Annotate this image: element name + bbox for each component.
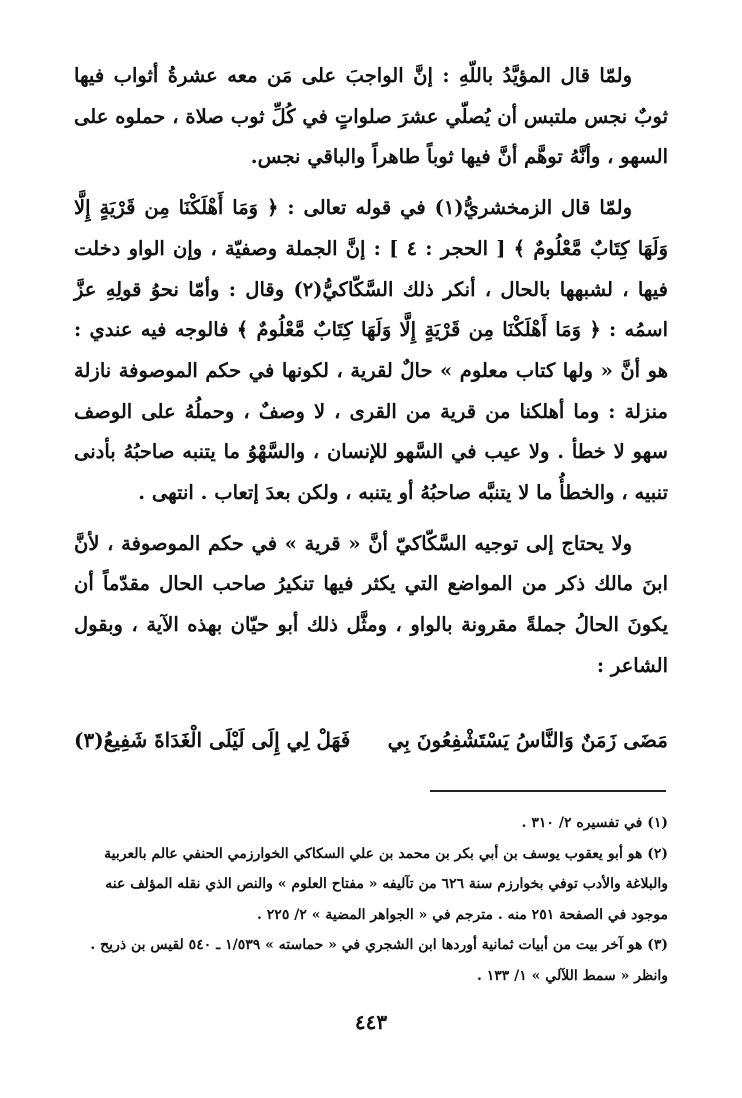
footnote-separator — [430, 790, 666, 792]
footnotes — [74, 808, 668, 991]
paragraph-2: ولمّا قال الزمخشريُّ(١) في قوله تعالى : ﴿ وَمَا أَهْلَكْنَا مِن قَرْيَةٍ إِلَّا وَلَهَا كِتَابٌ مَّعْلُومٌ ﴾ [ الحجر : ٤ ] : إنَّ الجملة وصفيّة ، وإن الواو دخلت فيها ، لشبهها بالحال ، أنكر ذلك السَّكّاكيُّ(٢) وقال : وأمّا نحوُ قولِهِ عزَّ اسمُه : ﴿ وَمَا أَهْلَكْنَا مِن قَرْيَةٍ إِلَّا وَلَهَا كِتَابٌ مَّعْلُومٌ ﴾ فالوجه فيه عندي : هو أنَّ « ولها كتاب معلوم » حالٌ لقرية ، لكونها في حكم الموصوفة نازلة منزلة : وما أهلكنا من قرية من القرى ، لا وصفٌ ، وحملُهُ على الوصف سهو لا خطأ . ولا عيب في السَّهو للإنسان ، والسَّهْوُ ما يتنبه صاحبُهُ بأدنى تنبيه ، والخطأُ ما لا يتنبَّه صاحبُهُ أو يتنبه ، ولكن بعدَ إتعاب . انتهى . — [74, 196, 668, 505]
verse-first-hemistich: مَضَى زَمَنٌ وَالنَّاسُ يَسْتَشْفِعُونَ بِي — [387, 728, 668, 752]
footnote-2: (٢) هو أبو يعقوب يوسف بن أبي بكر بن محمد بن علي السكاكي الخوارزمي الحنفي عالم بالعربية والبلاغة والأدب توفي بخوارزم سنة ٦٢٦ من تآليفه « مفتاح العلوم » والنص الذي نقله المؤلف عنه موجود في الصفحة ٢٥١ منه . مترجم في « الجواهر المضية » ٢/ ٢٢٥ . — [104, 845, 668, 923]
page-number: ٤٤٣ — [354, 1010, 388, 1034]
footnote-3: (٣) هو آخر بيت من أبيات ثمانية أوردها ابن الشجري في « حماسته » ١/٥٣٩ ـ ٥٤٠ لقيس بن ذريح . وانظر « سمط اللآلي » ١/ ١٣٣ . — [90, 937, 668, 984]
main-text — [74, 56, 668, 687]
poetry-verse — [74, 728, 668, 752]
verse-second-hemistich: فَهَلْ لِي إِلَى لَيْلَى الْغَدَاةَ شَفِيعُ(٣) — [74, 728, 351, 752]
paragraph-3: ولا يحتاج إلى توجيه السَّكّاكيّ أنَّ « قرية » في حكم الموصوفة ، لأنَّ ابنَ مالك ذكر من المواضع التي يكثر فيها تنكيرُ صاحب الحال مقدّماً أن يكونَ الحالُ جملةً مقرونة بالواو ، ومثَّل ذلك أبو حيّان بهذه الآية ، وبقول الشاعر : — [74, 531, 668, 677]
footnote-1: (١) في تفسيره ٢/ ٣١٠ . — [521, 815, 668, 831]
paragraph-1: ولمّا قال المؤيَّدُ باللّهِ : إنَّ الواجبَ على مَن معه عشرةُ أثواب فيها ثوبٌ نجس ملتبس أن يُصلّي عشرَ صلواتٍ في كُلِّ ثوب صلاة ، حملوه على السهو ، وأنَّهُ توهَّم أنَّ فيها ثوباً طاهراً والباقي نجس. — [74, 64, 668, 169]
